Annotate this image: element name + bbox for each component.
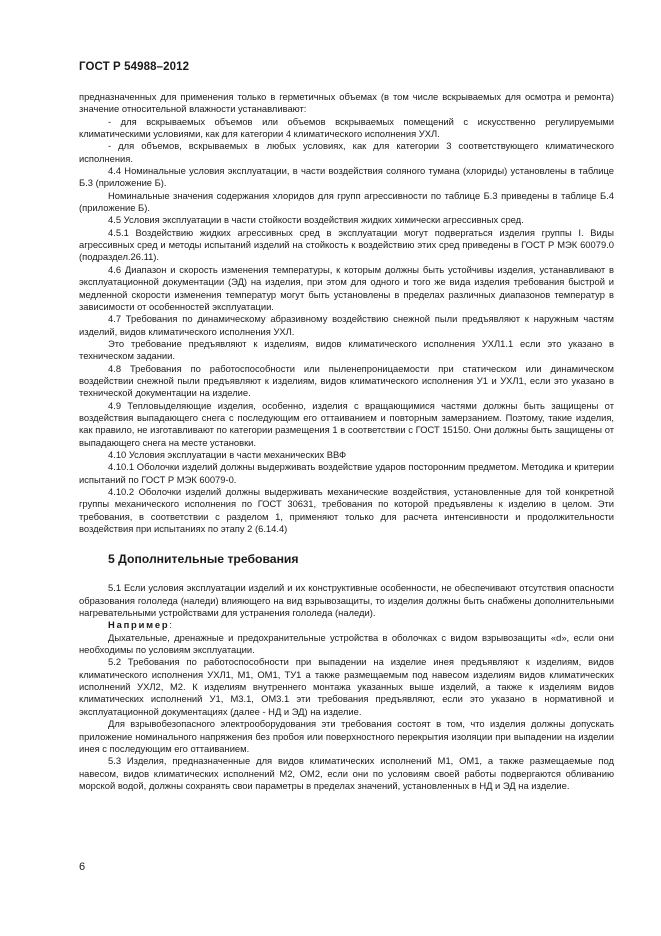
paragraph: Это требование предъявляют к изделиям, видов климатического исполнения УХЛ1.1 если это указано в техническом задании. <box>79 337 614 362</box>
paragraph: 4.10 Условия эксплуатации в части механических ВВФ <box>108 448 347 460</box>
paragraph: Номинальные значения содержания хлоридов для групп агрессивности по таблице Б.3 приведены в таблице Б.4 (приложение Б). <box>79 189 614 214</box>
document-header: ГОСТ Р 54988–2012 <box>79 61 190 73</box>
paragraph: - для объемов, вскрываемых в любых условиях, как для категории 3 соответствующего климатического исполнения. <box>79 140 614 164</box>
paragraph: 4.5 Условия эксплуатации в части стойкости воздействия жидких химически агрессивных сред. <box>108 214 524 226</box>
section-heading: 5 Дополнительные требования <box>108 552 299 567</box>
paragraph: Для взрывобезопасного электрооборудования эти требования состоят в том, что изделия должны допускать приложение номинального напряжения без пробоя или поверхностного перекрытия изоляции при выпадении на изделии инея с последующим его оттаиванием. <box>79 718 614 754</box>
example-label-text: Например <box>108 619 170 631</box>
paragraph: 5.2 Требования по работоспособности при выпадении на изделие инея предъявляют к изделиям, видов климатического исполнения УХЛ1, М1, ОМ1, ТУ1 а также размещаемым под навесом изделиям видов климатических исполнений УХЛ2, М2. К изделиям внутреннего монтажа указанных выше изделий, а также к изделиям видов климатических исполнений У1, М3.1, ОМ3.1 эти требования предъявляют, если это указано в нормативной и эксплуатационной документациях (далее - НД и ЭД) на изделие. <box>79 656 614 717</box>
example-label <box>79 619 614 631</box>
paragraph: 4.10.2 Оболочки изделий должны выдерживать механические воздействия, установленные для той конкретной группы механического исполнения по ГОСТ 30631, требования по которой предъявлены к изделию в целом. Эти требования, в соответствии с разделом 1, применяют только для расчета интенсивности и продолжительности воздействия при испытаниях по этапу 2 (6.14.4) <box>79 486 614 535</box>
paragraph: 5.1 Если условия эксплуатации изделий и их конструктивные особенности, не обеспечивают отсутствия опасности образования гололеда (наледи) влияющего на вид взрывозащиты, то изделия должны быть снабжены дополнительными нагревательными устройствами для устранения гололеда (наледи). <box>79 582 614 619</box>
paragraph: 4.7 Требования по динамическому абразивному воздействию снежной пыли предъявляют к наружным частям изделий, видов климатического исполнения УХЛ. <box>79 313 614 337</box>
example-colon: : <box>169 619 173 631</box>
paragraph: 4.9 Тепловыделяющие изделия, особенно, изделия с вращающимися частями должны быть защищены от воздействия выпадающего снега с последующим его оттаиванием и повторным замерзанием. Поэтому, такие изделия, как правило, не изготавливают по категории размещения 1 в соответствии с ГОСТ 15150. Они должны быть защищены от выпадающего снега на месте установки. <box>79 399 614 448</box>
paragraph: 4.8 Требования по работоспособности или пыленепроницаемости при статическом или динамическом воздействии снежной пыли предъявляют к изделиям, видов климатического исполнения У1 и УХЛ1, если это указано в технической документации на изделие. <box>79 362 614 399</box>
example-text: Дыхательные, дренажные и предохранительные устройства в оболочках с видом взрывозащиты «d», если они необходимы по условиям эксплуатации. <box>79 631 614 656</box>
paragraph: 4.10.1 Оболочки изделий должны выдерживать воздействие ударов посторонним предметом. Методика и критерии испытаний по ГОСТ Р МЭК 60079-0. <box>79 461 614 485</box>
paragraph: 5.3 Изделия, предназначенные для видов климатических исполнений М1, ОМ1, а также размещаемые под навесом, видов климатических исполнений М2, ОМ2, если они по условиям своей работы подвергаются обливанию морской водой, должны сохранять свои параметры в пределах значений, установленных в НД и ЭД на изделие. <box>79 755 614 791</box>
paragraph: 4.5.1 Воздействию жидких агрессивных сред в эксплуатации могут подвергаться изделия группы I. Виды агрессивных сред и методы испытаний изделий на стойкость к воздействию этих сред приведены в ГОСТ Р МЭК 60079.0 (подраздел.26.11). <box>79 226 614 263</box>
paragraph: предназначенных для применения только в герметичных объемах (в том числе вскрываемых для осмотра и ремонта) значение относительной влажности устанавливают: <box>79 91 614 115</box>
document-body <box>79 91 614 792</box>
paragraph: 4.6 Диапазон и скорость изменения температуры, к которым должны быть устойчивы изделия, устанавливают в эксплуатационной документации (ЭД) на изделия, при этом для одного и того же вида изделия требования быстрой и медленной скорости изменения температур могут быть установлены в пределах различных диапазонов температур в зависимости от особенностей эксплуатации. <box>79 263 614 312</box>
paragraph: 4.4 Номинальные условия эксплуатации, в части воздействия соляного тумана (хлориды) установлены в таблице Б.3 (приложение Б). <box>79 165 614 189</box>
paragraph: - для вскрываемых объемов или объемов вскрываемых помещений с искусственно регулируемыми климатическими условиями, как для категории 4 климатического исполнения УХЛ. <box>79 115 614 140</box>
page-number: 6 <box>79 861 86 873</box>
